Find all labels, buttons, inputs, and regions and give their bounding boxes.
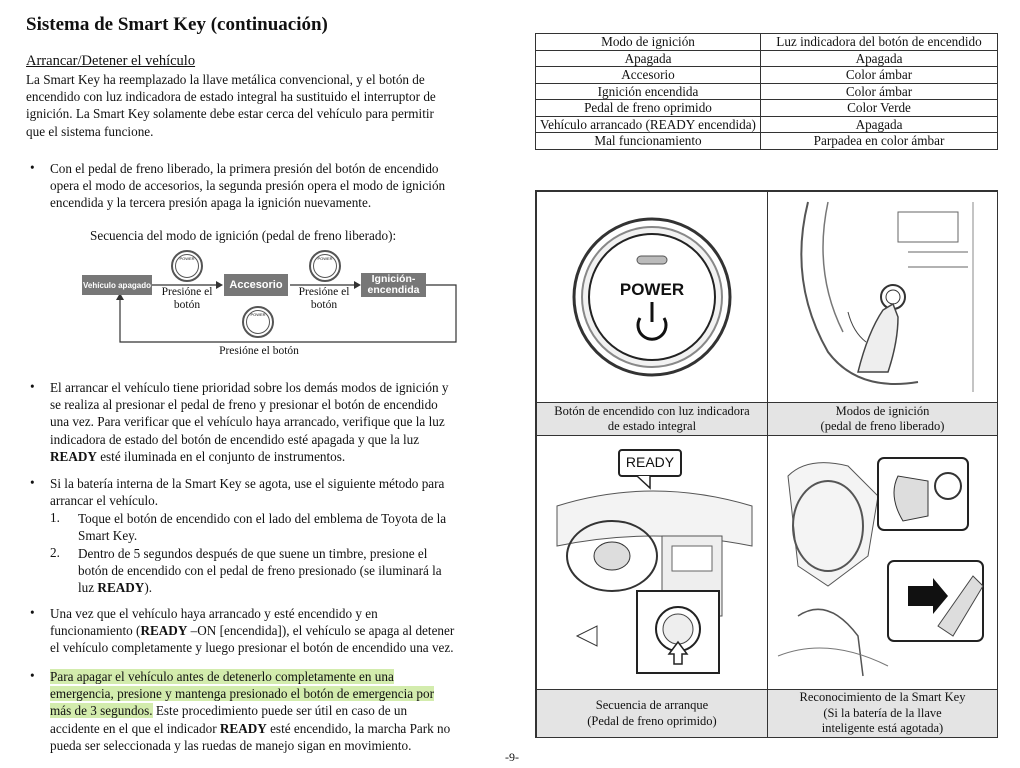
figure-startup-sequence — [536, 435, 768, 690]
bullet-line: Una vez que el vehículo haya arrancado y esté encendido y en — [50, 606, 378, 621]
bullet-line: funcionamiento (READY –ON [encendida]), el vehículo se apaga al detener — [50, 623, 455, 639]
bullet-shutdown — [50, 605, 504, 657]
figure-smart-key-recognition — [767, 435, 998, 690]
power-button-icon: POWER — [171, 250, 203, 282]
ready-indicator: READY — [625, 454, 675, 470]
intro-paragraph — [26, 71, 504, 140]
table-header: Modo de ignición — [536, 34, 761, 51]
table-cell: Accesorio — [536, 67, 761, 84]
power-button-icon: POWER — [242, 306, 274, 338]
bullet-line: el vehículo completamente y luego presionar el botón de encendido una vez. — [50, 640, 454, 656]
sequence-arrows — [70, 250, 480, 360]
ready-keyword: READY — [140, 623, 188, 639]
press-label: Presióne el botón — [298, 286, 350, 311]
figure-grid — [535, 190, 998, 738]
ready-keyword: READY — [219, 720, 267, 736]
press-label: Presióne el botón — [161, 286, 213, 311]
bullet-line: opera el modo de accesorios, la segunda presión opera el modo de ignición — [50, 178, 446, 194]
press-label: Presióne el botón — [219, 345, 299, 357]
state-vehicle-off: Vehículo apagado — [82, 275, 152, 295]
table-header-row — [536, 34, 998, 51]
step-line: Smart Key. — [78, 528, 138, 544]
figure-power-button — [536, 191, 768, 403]
table-cell: Color ámbar — [761, 83, 998, 100]
intro-line: La Smart Key ha reemplazado la llave metálica convencional, y el botón de — [26, 72, 425, 87]
table-cell: Color ámbar — [761, 67, 998, 84]
bullet-line: se realiza al presionar el pedal de freno y presionar el botón de encendido — [50, 397, 438, 413]
bullet-line: Si la batería interna de la Smart Key se agota, use el siguiente método para — [50, 476, 445, 491]
intro-line: ignición. La Smart Key solamente debe estar cerca del vehículo para permitir — [26, 106, 434, 122]
bullet-marker: • — [30, 379, 35, 394]
figure-ignition-modes — [767, 191, 998, 403]
page-number: -9- — [505, 750, 519, 764]
table-cell: Apagada — [536, 50, 761, 67]
bullet-line: El arrancar el vehículo tiene prioridad sobre los demás modos de ignición y — [50, 380, 449, 395]
figure-caption: Modos de ignición (pedal de freno liberado) — [767, 402, 998, 436]
power-button-icon: POWER — [309, 250, 341, 282]
bullet-dead-battery — [50, 475, 504, 509]
intro-line: encendido con luz indicadora de estado integral ha sustituido el interruptor de — [26, 89, 436, 105]
state-accessory: Accesorio — [224, 274, 288, 296]
table-cell: Color Verde — [761, 100, 998, 117]
bullet-ignition-modes — [50, 160, 504, 212]
state-ignition-on: Ignición- encendida — [361, 273, 426, 297]
bullet-line: accidente en el que el indicador READY esté encendido, la marcha Park no — [50, 720, 451, 736]
bullet-line — [50, 668, 504, 685]
bullet-line: arrancar el vehículo. — [50, 493, 158, 509]
bullet-line: Con el pedal de freno liberado, la primera presión del botón de encendido — [50, 161, 439, 176]
intro-line: que el sistema funcione. — [26, 123, 154, 139]
table-cell: Parpadea en color ámbar — [761, 133, 998, 150]
table-row — [536, 133, 998, 150]
bullet-line: indicadora de estado del botón de encendido esté apagada y que la luz — [50, 431, 420, 447]
step-2 — [78, 545, 502, 597]
highlighted-text: Para apagar el vehículo antes de detenerlo completamente en una — [50, 669, 394, 684]
highlighted-text: más de 3 segundos. — [50, 703, 153, 719]
dashboard-hand-illustration — [768, 192, 997, 402]
ready-keyword: READY — [97, 580, 145, 596]
table-cell: Pedal de freno oprimido — [536, 100, 761, 117]
bullet-line: encendida y la tercera presión apaga la ignición nuevamente. — [50, 195, 372, 211]
ready-keyword: READY — [50, 448, 97, 464]
dashboard-ready-illustration — [537, 436, 767, 689]
step-number: 2. — [50, 545, 60, 560]
bullet-line: más de 3 segundos. Este procedimiento puede ser útil en caso de un — [50, 703, 408, 719]
table-cell: Vehículo arrancado (READY encendida) — [536, 116, 761, 133]
bullet-marker: • — [30, 475, 35, 490]
table-row — [536, 100, 998, 117]
step-line: botón de encendido con el pedal de freno presionado (se iluminará la — [78, 563, 442, 579]
ignition-mode-table — [535, 33, 998, 150]
figure-caption: Reconocimiento de la Smart Key (Si la batería de la llave inteligente está agotada) — [767, 689, 998, 738]
bullet-line: pueda ser seleccionada y las ruedas de manejo sigan en movimiento. — [50, 737, 412, 753]
step-number: 1. — [50, 510, 60, 525]
smart-key-illustration — [768, 436, 997, 689]
section-subtitle: Arrancar/Detener el vehículo — [26, 53, 196, 69]
step-line: Toque el botón de encendido con el lado del emblema de Toyota de la — [78, 511, 447, 526]
step-line: Dentro de 5 segundos después de que suene un timbre, presione el — [78, 546, 428, 561]
highlighted-text: emergencia, presione y mantenga presionado el botón de emergencia por — [50, 686, 435, 702]
step-line: luz READY). — [78, 580, 153, 596]
table-cell: Mal funcionamiento — [536, 133, 761, 150]
table-row — [536, 50, 998, 67]
page-title: Sistema de Smart Key (continuación) — [26, 14, 328, 35]
table-cell: Apagada — [761, 50, 998, 67]
sequence-title: Secuencia del modo de ignición (pedal de freno liberado): — [90, 228, 397, 243]
table-header: Luz indicadora del botón de encendido — [761, 34, 998, 51]
table-cell: Ignición encendida — [536, 83, 761, 100]
bullet-starting-priority — [50, 379, 504, 465]
bullet-line — [50, 685, 504, 702]
figure-caption: Botón de encendido con luz indicadora de estado integral — [536, 402, 768, 436]
table-row — [536, 67, 998, 84]
bullet-marker: • — [30, 605, 35, 620]
table-row — [536, 83, 998, 100]
step-1 — [78, 510, 502, 544]
bullet-line: una vez. Para verificar que el vehículo haya arrancado, verifique que la luz — [50, 414, 445, 430]
bullet-line: READY esté iluminada en el conjunto de instrumentos. — [50, 448, 346, 464]
bullet-emergency-stop — [50, 668, 504, 754]
table-cell: Apagada — [761, 116, 998, 133]
bullet-marker: • — [30, 160, 35, 175]
table-row — [536, 116, 998, 133]
power-label: POWER — [619, 280, 685, 299]
figure-caption: Secuencia de arranque (Pedal de freno oprimido) — [536, 689, 768, 738]
bullet-marker: • — [30, 668, 35, 683]
